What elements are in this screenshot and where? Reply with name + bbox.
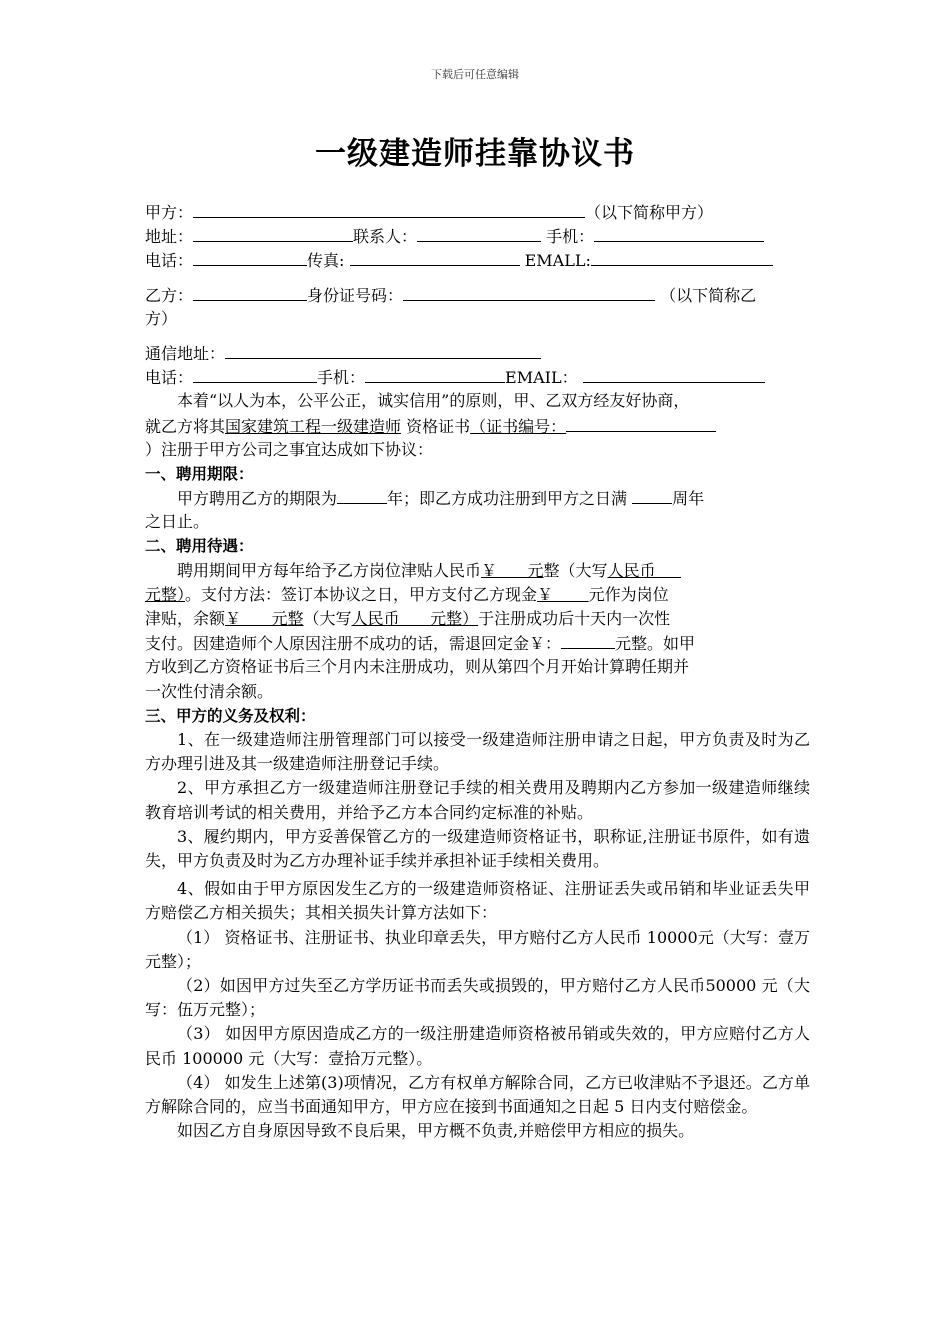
party-a-address-field[interactable] (193, 224, 353, 242)
party-b-phone-row (145, 365, 810, 389)
party-a-fax-field[interactable] (350, 248, 520, 266)
section-3-item-1: 1、在一级建造师注册管理部门可以接受一级建造师注册申请之日起，甲方负责及时为乙方办理引进及其一级建造师注册登记手续。 (145, 730, 810, 774)
contact-label: 联系人： (353, 227, 418, 247)
party-a-address-row (145, 224, 810, 248)
section-2-heading: 二、聘用待遇： (145, 537, 254, 556)
section-2-text: 支付。因建造师个人原因注册不成功的话，需退回定金￥： (145, 634, 562, 654)
party-b-mobile-field[interactable] (365, 365, 505, 383)
email-label: EMAIL： (505, 368, 578, 388)
section-2-line-1 (145, 559, 810, 583)
term-anniversary-field[interactable] (632, 486, 672, 504)
term-years-field[interactable] (337, 486, 387, 504)
party-b-suffix-row (145, 307, 810, 331)
section-2-line-2 (145, 583, 810, 607)
section-1-text: 甲方聘用乙方的期限为 (177, 489, 338, 509)
section-2-text: 津贴，余额 (145, 609, 226, 629)
party-a-contact-field[interactable] (417, 224, 541, 242)
intro-line-1: 本着“以人为本，公平公正，诚实信用”的原则，甲、乙双方经友好协商， (177, 391, 690, 411)
section-2-text: 于注册成功后十天内一次性 (478, 609, 671, 629)
section-2-line-4 (145, 631, 810, 655)
section-3-heading: 三、甲方的义务及权利： (145, 706, 316, 725)
section-3-sub-item-4: （4） 如发生上述第(3)项情况，乙方有权单方解除合同，乙方已收津贴不予退还。乙方单方解除合同的，应当书面通知甲方，甲方应在接到书面通知之日起 5 日内支付赔偿金。 (145, 1072, 810, 1117)
allowance-amount-words[interactable]: 人民币 (607, 560, 681, 580)
section-1-text: 年；即乙方成功注册到甲方之日满 (387, 489, 628, 509)
party-b-row (145, 283, 810, 307)
section-3-item-4: 4、假如由于甲方原因发生乙方的一级建造师资格证、注册证丢失或吊销和毕业证丢失甲方赔偿乙方相关损失；其相关损失计算方法如下： (145, 879, 810, 923)
section-2-line-6: 一次性付清余额。 (145, 681, 274, 701)
section-2-text: 整（大写 (543, 560, 608, 580)
deposit-amount[interactable]: ￥ (537, 584, 589, 604)
cert-number-label: （证书编号： (470, 416, 567, 436)
allowance-amount[interactable]: ￥ 元 (481, 560, 544, 580)
phone-label: 电话： (145, 368, 194, 388)
section-2-line-5: 方收到乙方资格证书后三个月内未注册成功，则从第四个月开始计算聘任期并 (145, 657, 690, 677)
party-a-suffix: （以下简称甲方） (585, 203, 714, 222)
mobile-label: 手机： (546, 227, 595, 247)
section-1-heading: 一、聘用期限： (145, 464, 254, 483)
party-b-suffix: （以下简称乙 (660, 285, 757, 305)
section-3-closing: 如因乙方自身原因导致不良后果，甲方概不负责,并赔偿甲方相应的损失。 (177, 1121, 695, 1141)
refund-amount-field[interactable] (561, 631, 615, 649)
section-2-text: 元作为岗位 (588, 584, 669, 604)
party-a-label: 甲方： (145, 203, 194, 222)
section-2-text: 聘用期间甲方每年给予乙方岗位津贴人民币 (177, 560, 482, 580)
party-b-label: 乙方： (145, 285, 194, 305)
party-b-id-field[interactable] (403, 283, 655, 301)
document-title: 一级建造师挂靠协议书 (315, 136, 635, 172)
party-b-address-row (145, 341, 810, 365)
intro-line-3: ）注册于甲方公司之事宜达成如下协议： (145, 439, 434, 459)
section-1-line-2: 之日止。 (145, 512, 210, 532)
section-2-line-3 (145, 607, 810, 631)
cert-number-field[interactable] (566, 414, 716, 432)
party-b-address-field[interactable] (225, 341, 541, 359)
intro-text: 资格证书 (406, 416, 471, 436)
section-3-sub-item-2: （2）如因甲方过失至乙方学历证书而丢失或损毁的，甲方赔付乙方人民币50000 元（大写：伍万元整）； (145, 976, 810, 1020)
intro-line-2 (145, 414, 810, 438)
fax-label: 传真: (307, 251, 345, 271)
section-3-sub-item-3: （3） 如因甲方原因造成乙方的一级注册建造师资格被吊销或失效的，甲方应赔付乙方人民币 100000 元（大写：壹拾万元整）。 (145, 1024, 810, 1068)
party-a-name-field[interactable] (193, 200, 585, 218)
party-a-phone-field[interactable] (193, 248, 307, 266)
section-3-item-3: 3、履约期内，甲方妥善保管乙方的一级建造师资格证书，职称证,注册证书原件，如有遗失，甲方负责及时为乙方办理补证手续并承担补证手续相关费用。 (145, 826, 810, 871)
allowance-amount-words: 元整） (145, 584, 186, 604)
document-body (145, 200, 810, 1143)
section-3-item-2: 2、甲方承担乙方一级建造师注册登记手续的相关费用及聘期内乙方参加一级建造师继续教育培训考试的相关费用，并给予乙方本合同约定标准的补贴。 (145, 778, 810, 822)
mail-address-label: 通信地址： (145, 343, 226, 363)
intro-text: 就乙方将其 (145, 416, 226, 436)
party-b-suffix-cont: 方） (145, 308, 178, 328)
party-a-mobile-field[interactable] (594, 224, 764, 242)
email-label: EMALL: (524, 251, 591, 271)
party-a-row (145, 200, 810, 224)
party-a-phone-row (145, 248, 810, 272)
section-2-text: 。支付方法：签订本协议之日，甲方支付乙方现金 (185, 584, 538, 604)
party-b-name-field[interactable] (193, 283, 307, 301)
party-b-phone-field[interactable] (193, 365, 317, 383)
cert-name: 国家建筑工程一级建造师 (225, 416, 402, 436)
section-2-text: （大写 (303, 609, 352, 629)
party-b-email-field[interactable] (583, 365, 765, 383)
mobile-label: 手机： (317, 368, 366, 388)
id-label: 身份证号码： (307, 285, 404, 305)
balance-amount[interactable]: ￥ 元整 (225, 609, 304, 629)
section-3-sub-item-1: （1） 资格证书、注册证书、执业印章丢失，甲方赔付乙方人民币 10000元（大写：壹万元整）； (145, 927, 810, 971)
section-1-text: 周年 (672, 489, 705, 509)
balance-amount-words[interactable]: 人民币 元整） (351, 609, 479, 629)
section-1-line-1 (145, 486, 810, 510)
phone-label: 电话： (145, 251, 194, 271)
party-a-email-field[interactable] (591, 248, 773, 266)
section-2-text: 元整。如甲 (615, 634, 696, 654)
header-note: 下载后可任意编辑 (431, 68, 519, 81)
address-label: 地址： (145, 227, 194, 247)
